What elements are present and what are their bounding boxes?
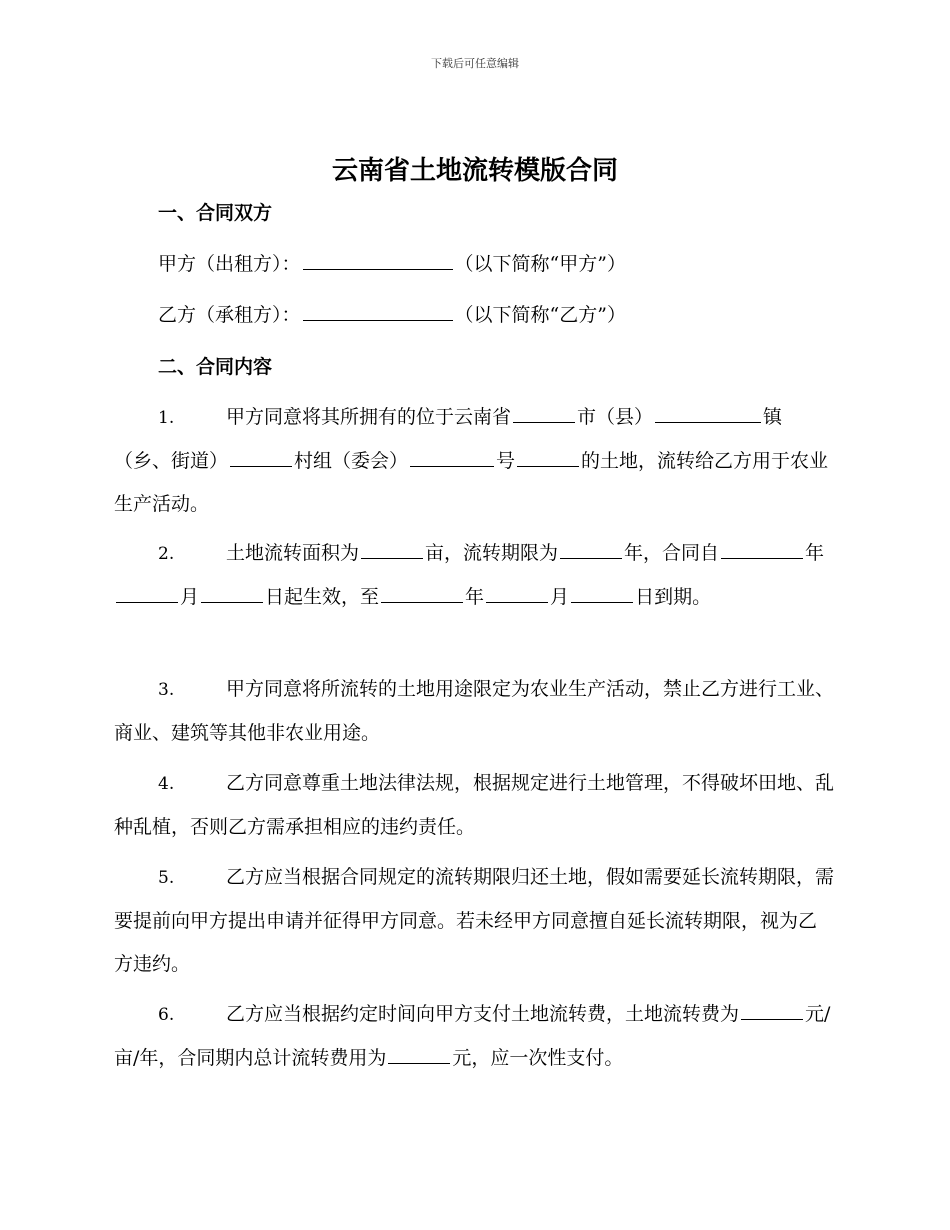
clause-6 xyxy=(114,993,834,1080)
clause-text: 日到期。 xyxy=(635,586,712,608)
clause-text: 年 xyxy=(465,586,485,608)
clause-text: 甲方同意将所流转的土地用途限定为农业生产活动，禁止乙方进行工业、商业、建筑等其他非农业用途。 xyxy=(114,678,835,744)
section-heading-parties: 一、合同双方 xyxy=(158,202,273,224)
clause-number: 1. xyxy=(158,408,175,428)
village-blank[interactable] xyxy=(410,447,494,467)
end-day-blank[interactable] xyxy=(571,583,633,603)
term-years-blank[interactable] xyxy=(560,539,622,559)
clause-text: 年 xyxy=(805,542,825,564)
party-b-name-blank[interactable] xyxy=(303,301,453,321)
start-month-blank[interactable] xyxy=(116,583,178,603)
clause-text: 号 xyxy=(496,450,516,472)
clause-text: 村组（委会） xyxy=(294,450,409,472)
end-year-blank[interactable] xyxy=(381,583,463,603)
clause-text: 乙方同意尊重土地法律法规，根据规定进行土地管理，不得破坏田地、乱种乱植，否则乙方需承担相应的违约责任。 xyxy=(114,772,835,838)
start-day-blank[interactable] xyxy=(201,583,263,603)
clause-number: 3. xyxy=(158,680,175,700)
clause-2 xyxy=(114,532,834,619)
clause-5 xyxy=(114,856,834,986)
area-blank[interactable] xyxy=(361,539,423,559)
clause-text: 亩，流转期限为 xyxy=(425,542,559,564)
clause-text: 日起生效，至 xyxy=(265,586,380,608)
clause-text: 乙方应当根据合同规定的流转期限归还土地，假如需要延长流转期限，需要提前向甲方提出申请并征得甲方同意。若未经甲方同意擅自延长流转期限，视为乙方违约。 xyxy=(114,866,835,975)
document-title: 云南省土地流转模版合同 xyxy=(331,156,618,186)
clause-text: 年，合同自 xyxy=(624,542,720,564)
clause-text: 元，应一次性支付。 xyxy=(452,1047,624,1069)
clause-1 xyxy=(114,396,834,526)
clause-number: 2. xyxy=(158,544,175,564)
clause-text: 镇（乡、街道） xyxy=(114,406,783,472)
total-fee-blank[interactable] xyxy=(388,1044,450,1064)
clause-text: 的土地，流转给乙方用于农业生产活动。 xyxy=(114,450,829,515)
city-blank[interactable] xyxy=(513,403,575,423)
clause-3 xyxy=(114,668,834,755)
clause-text: 土地流转面积为 xyxy=(226,542,360,564)
clause-number: 5. xyxy=(158,868,175,888)
start-year-blank[interactable] xyxy=(721,539,803,559)
party-b-label: 乙方（承租方）： xyxy=(158,304,301,326)
clause-text: 甲方同意将其所拥有的位于云南省 xyxy=(226,406,512,428)
party-a-name-blank[interactable] xyxy=(303,250,453,270)
end-month-blank[interactable] xyxy=(486,583,548,603)
clause-text: 月 xyxy=(180,586,200,608)
clause-text: 市（县） xyxy=(577,406,654,428)
clause-4 xyxy=(114,762,834,849)
fee-per-mu-blank[interactable] xyxy=(741,1000,803,1020)
section-heading-content: 二、合同内容 xyxy=(158,356,273,378)
party-a-line xyxy=(158,249,626,276)
number-blank[interactable] xyxy=(517,447,579,467)
party-a-label: 甲方（出租方）： xyxy=(158,253,301,275)
clause-text: 月 xyxy=(550,586,570,608)
clause-text: 乙方应当根据约定时间向甲方支付土地流转费，土地流转费为 xyxy=(226,1003,740,1025)
clause-number: 4. xyxy=(158,774,175,794)
town-blank[interactable] xyxy=(230,447,292,467)
county-blank[interactable] xyxy=(655,403,761,423)
header-note: 下载后可任意编辑 xyxy=(431,57,519,70)
party-a-suffix: （以下简称“甲方”） xyxy=(454,253,626,275)
clause-text: 元/亩/年，合同期内总计流转费用为 xyxy=(114,1003,831,1069)
party-b-line xyxy=(158,300,626,327)
party-b-suffix: （以下简称“乙方”） xyxy=(454,304,626,326)
clause-number: 6. xyxy=(158,1005,175,1025)
